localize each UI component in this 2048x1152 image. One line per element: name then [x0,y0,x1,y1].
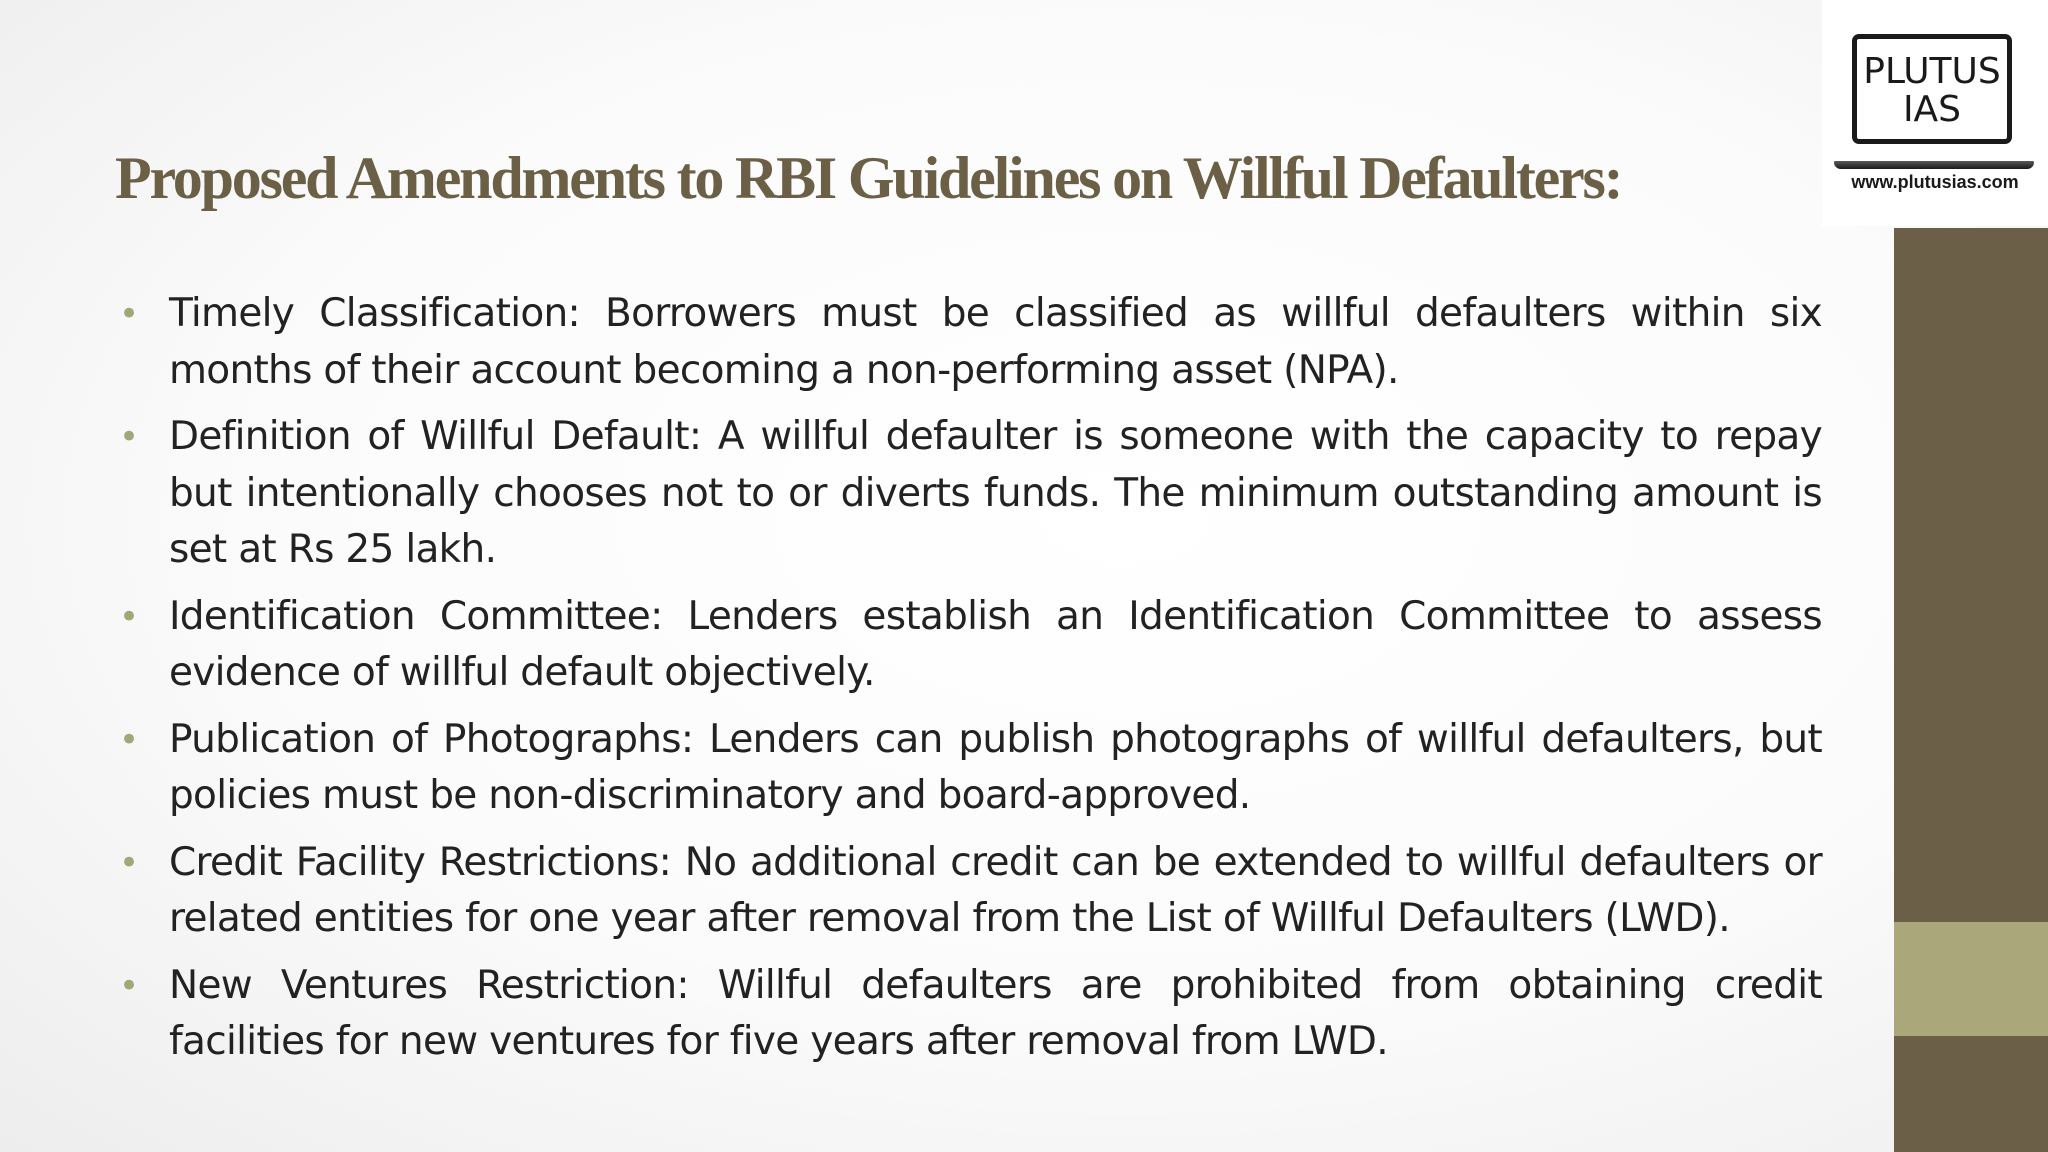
bullet-item [117,589,1822,702]
slide-title: Proposed Amendments to RBI Guidelines on Willful Defaulters: [115,145,1622,211]
bullet-list [117,286,1822,1081]
bullet-item [117,835,1822,948]
bullet-item [117,712,1822,825]
bullet-text: Definition of Willful Default: A willful defaulter is someone with the capacity to repay but intentionally chooses not to or diverts funds. The minimum outstanding amount is set at Rs 25 lakh. [169,414,1822,572]
bullet-dot-icon: • [119,842,139,883]
laptop-base [1834,161,2034,169]
logo-line-2: IAS [1902,89,1962,130]
plutus-ias-logo [1822,0,2048,226]
bullet-dot-icon: • [119,417,139,457]
bullet-text: Credit Facility Restrictions: No additional credit can be extended to willful defaulters or related entities for one year after removal from the List of Willful Defaulters (LWD). [169,839,1822,941]
bullet-item [117,409,1822,579]
bullet-dot-icon: • [119,965,139,1006]
side-bar-dark-top [1894,228,2048,922]
bullet-text: Identification Committee: Lenders establish an Identification Committee to assess evidence of willful default objectively. [169,593,1822,695]
bullet-text: Publication of Photographs: Lenders can publish photographs of willful defaulters, but policies must be non-discriminatory and board-approved. [169,716,1822,818]
side-bar-dark-bottom [1894,1036,2048,1152]
bullet-item [117,286,1822,399]
side-bar-light [1894,922,2048,1036]
logo-url: www.plutusias.com [1851,172,2019,192]
bullet-text: New Ventures Restriction: Willful defaulters are prohibited from obtaining credit facilities for new ventures for five years after removal from LWD. [169,962,1822,1064]
bullet-dot-icon: • [119,596,139,637]
bullet-text: Timely Classification: Borrowers must be classified as willful defaulters within six months of their account becoming a non-performing asset (NPA). [169,291,1822,393]
logo-line-1: PLUTUS [1863,51,2001,92]
laptop-icon [1852,34,2012,144]
bullet-dot-icon: • [119,294,139,334]
bullet-dot-icon: • [119,719,139,760]
bullet-item [117,958,1822,1071]
